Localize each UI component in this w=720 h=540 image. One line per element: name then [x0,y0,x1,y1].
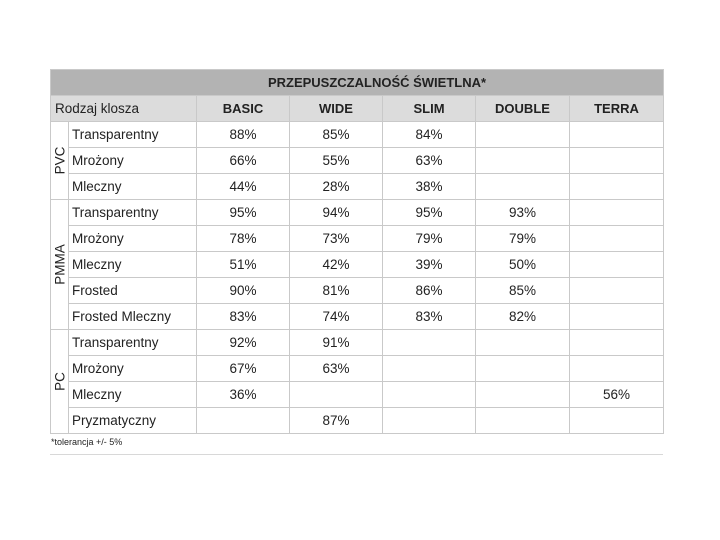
group-label: PMMA [52,244,68,285]
row-name: Transparentny [69,200,197,226]
table-row [51,382,664,408]
value-cell-double: 93% [476,200,570,226]
table-row [51,330,664,356]
value-cell-basic: 51% [197,252,290,278]
value-cell-basic: 92% [197,330,290,356]
row-name: Pryzmatyczny [69,408,197,434]
value-cell-terra [570,356,664,382]
value-cell-wide: 73% [290,226,383,252]
value-cell-wide: 94% [290,200,383,226]
group-cell-pvc [51,122,69,200]
value-cell-terra [570,252,664,278]
group-label: PC [52,372,68,391]
value-cell-double [476,174,570,200]
value-cell-basic: 67% [197,356,290,382]
value-cell-terra [570,278,664,304]
value-cell-slim: 83% [383,304,476,330]
light-transmission-table [50,69,664,434]
value-cell-wide: 87% [290,408,383,434]
value-cell-terra [570,226,664,252]
footnote: *tolerancja +/- 5% [51,437,123,447]
row-header-label: Rodzaj klosza [51,96,197,122]
row-name: Mleczny [69,174,197,200]
table-title: PRZEPUSZCZALNOŚĆ ŚWIETLNA* [51,70,664,96]
column-header-slim: SLIM [383,96,476,122]
value-cell-slim: 95% [383,200,476,226]
title-row [51,70,664,96]
row-name: Mleczny [69,382,197,408]
column-header-double: DOUBLE [476,96,570,122]
value-cell-slim: 79% [383,226,476,252]
value-cell-slim: 84% [383,122,476,148]
value-cell-terra [570,122,664,148]
table-row [51,304,664,330]
table-row [51,252,664,278]
value-cell-basic: 78% [197,226,290,252]
value-cell-basic [197,408,290,434]
value-cell-wide: 91% [290,330,383,356]
row-name: Mrożony [69,356,197,382]
row-name: Frosted Mleczny [69,304,197,330]
value-cell-basic: 90% [197,278,290,304]
value-cell-wide: 85% [290,122,383,148]
value-cell-double: 82% [476,304,570,330]
group-cell-pmma [51,200,69,330]
value-cell-slim [383,382,476,408]
row-name: Frosted [69,278,197,304]
row-name: Mleczny [69,252,197,278]
column-header-basic: BASIC [197,96,290,122]
value-cell-terra [570,408,664,434]
row-name: Transparentny [69,330,197,356]
value-cell-slim: 39% [383,252,476,278]
value-cell-terra [570,304,664,330]
row-name: Mrożony [69,148,197,174]
value-cell-basic: 95% [197,200,290,226]
value-cell-basic: 88% [197,122,290,148]
value-cell-basic: 44% [197,174,290,200]
value-cell-wide: 55% [290,148,383,174]
value-cell-slim [383,356,476,382]
table-row [51,356,664,382]
value-cell-terra: 56% [570,382,664,408]
value-cell-slim: 38% [383,174,476,200]
value-cell-slim [383,408,476,434]
light-transmission-table-container [50,69,663,447]
column-header-wide: WIDE [290,96,383,122]
value-cell-double: 50% [476,252,570,278]
value-cell-slim: 63% [383,148,476,174]
footer-divider [50,454,663,455]
group-label: PVC [52,146,68,175]
value-cell-wide [290,382,383,408]
row-name: Mrożony [69,226,197,252]
header-row [51,96,664,122]
value-cell-wide: 81% [290,278,383,304]
value-cell-wide: 63% [290,356,383,382]
value-cell-slim: 86% [383,278,476,304]
value-cell-double [476,356,570,382]
value-cell-terra [570,200,664,226]
value-cell-double [476,330,570,356]
value-cell-terra [570,174,664,200]
value-cell-double [476,148,570,174]
value-cell-basic: 36% [197,382,290,408]
value-cell-terra [570,330,664,356]
value-cell-double [476,122,570,148]
value-cell-basic: 83% [197,304,290,330]
table-row [51,408,664,434]
value-cell-wide: 42% [290,252,383,278]
table-row [51,174,664,200]
table-row [51,278,664,304]
value-cell-double: 79% [476,226,570,252]
table-row [51,226,664,252]
value-cell-double: 85% [476,278,570,304]
value-cell-terra [570,148,664,174]
value-cell-slim [383,330,476,356]
value-cell-wide: 28% [290,174,383,200]
table-row [51,148,664,174]
row-name: Transparentny [69,122,197,148]
table-row [51,200,664,226]
table-row [51,122,664,148]
column-header-terra: TERRA [570,96,664,122]
value-cell-basic: 66% [197,148,290,174]
value-cell-double [476,408,570,434]
value-cell-wide: 74% [290,304,383,330]
group-cell-pc [51,330,69,434]
value-cell-double [476,382,570,408]
